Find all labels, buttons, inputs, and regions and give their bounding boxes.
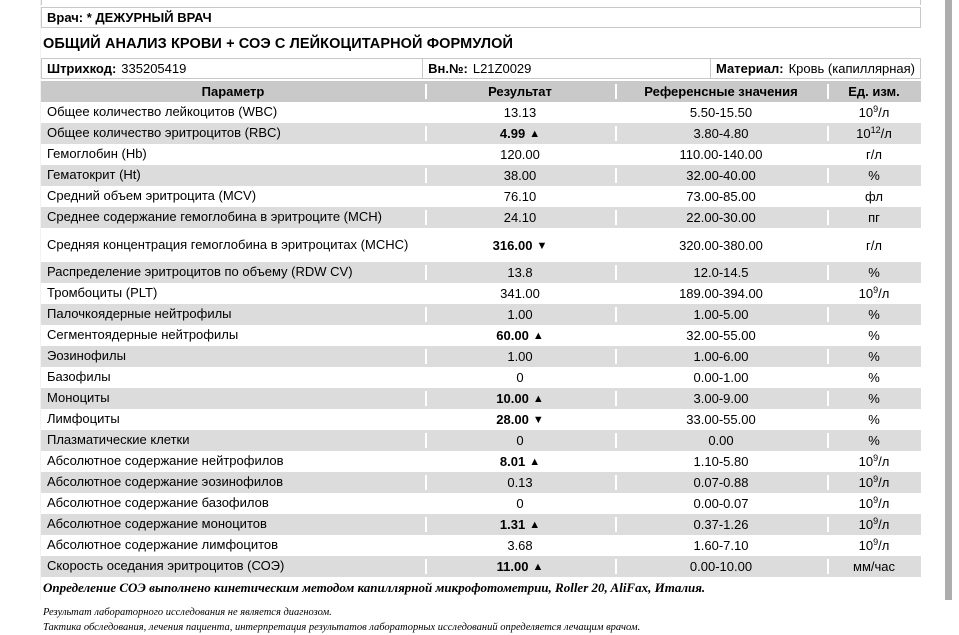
result-value: 0.13 <box>507 475 533 490</box>
cell-reference-range: 0.00-10.00 <box>615 556 827 577</box>
result-value: 8.01 <box>499 454 526 469</box>
cell-unit <box>827 493 921 514</box>
unit-base: % <box>868 391 880 406</box>
cell-parameter: Скорость оседания эритроцитов (СОЭ) <box>41 556 425 577</box>
unit-base: 10 <box>858 286 874 301</box>
cell-parameter: Распределение эритроцитов по объему (RDW CV) <box>41 262 425 283</box>
cell-result <box>425 409 615 430</box>
cell-unit <box>827 123 921 144</box>
cell-parameter: Моноциты <box>41 388 425 409</box>
result-value: 13.8 <box>507 265 533 280</box>
result-value: 60.00 <box>496 328 529 343</box>
cell-result <box>425 346 615 367</box>
cell-reference-range: 5.50-15.50 <box>615 102 827 123</box>
cell-parameter: Сегментоядерные нейтрофилы <box>41 325 425 346</box>
flag-high-arrow-icon: ▲ <box>529 128 541 140</box>
cell-unit <box>827 283 921 304</box>
material-value: Кровь (капиллярная) <box>788 61 915 76</box>
flag-high-arrow-icon: ▲ <box>529 456 541 468</box>
cell-reference-range: 0.07-0.88 <box>615 472 827 493</box>
table-row <box>41 367 921 388</box>
unit-base: г/л <box>866 237 882 253</box>
cell-unit <box>827 346 921 367</box>
disclaimer-line-1: Результат лабораторного исследования не является диагнозом. <box>43 607 332 618</box>
page-left-margin <box>0 0 41 600</box>
unit-base: % <box>868 370 880 385</box>
table-row <box>41 165 921 186</box>
cell-result <box>425 556 615 577</box>
results-table-body <box>41 102 921 577</box>
table-row <box>41 388 921 409</box>
results-header-row <box>41 81 921 102</box>
cell-result <box>425 123 615 144</box>
cell-result <box>425 388 615 409</box>
table-row <box>41 123 921 144</box>
result-value: 28.00 <box>496 412 529 427</box>
cell-parameter: Абсолютное содержание моноцитов <box>41 514 425 535</box>
cell-reference-range: 12.0-14.5 <box>615 262 827 283</box>
doctor-field-text: Врач: * ДЕЖУРНЫЙ ВРАЧ <box>47 10 212 25</box>
doctor-field <box>41 7 921 28</box>
cell-result <box>425 283 615 304</box>
result-value: 38.00 <box>503 168 537 183</box>
table-row <box>41 283 921 304</box>
results-table <box>41 81 921 577</box>
cell-unit <box>827 367 921 388</box>
cell-unit <box>827 451 921 472</box>
cell-result <box>425 165 615 186</box>
unit-exponent: 9 <box>873 516 879 526</box>
material-label: Материал: <box>716 61 784 76</box>
cell-result <box>425 451 615 472</box>
column-header-parameter: Параметр <box>41 81 425 102</box>
barcode-field <box>41 58 423 79</box>
cell-unit <box>827 556 921 577</box>
cell-reference-range: 320.00-380.00 <box>615 228 827 262</box>
cell-result <box>425 514 615 535</box>
cell-reference-range: 0.37-1.26 <box>615 514 827 535</box>
material-field <box>711 58 921 79</box>
lab-report <box>41 0 921 635</box>
cell-reference-range: 0.00 <box>615 430 827 451</box>
cell-parameter: Лимфоциты <box>41 409 425 430</box>
result-value: 4.99 <box>499 126 526 141</box>
unit-exponent: 9 <box>873 495 879 505</box>
result-value: 0 <box>516 370 524 385</box>
internal-number-field <box>423 58 711 79</box>
page-title: ОБЩИЙ АНАЛИЗ КРОВИ + СОЭ С ЛЕЙКОЦИТАРНОЙ ФОРМУЛОЙ <box>43 36 514 52</box>
table-row <box>41 472 921 493</box>
unit-base: 10 <box>858 454 874 469</box>
cell-result <box>425 367 615 388</box>
table-row <box>41 262 921 283</box>
cell-parameter: Абсолютное содержание нейтрофилов <box>41 451 425 472</box>
cell-parameter: Абсолютное содержание лимфоцитов <box>41 535 425 556</box>
flag-high-arrow-icon: ▲ <box>532 330 544 342</box>
unit-base: 10 <box>858 538 874 553</box>
result-value: 13.13 <box>503 105 537 120</box>
cell-unit <box>827 304 921 325</box>
cell-parameter: Общее количество лейкоцитов (WBC) <box>41 102 425 123</box>
unit-exponent: 9 <box>873 537 879 547</box>
unit-base: % <box>868 168 880 183</box>
unit-exponent: 12 <box>870 125 881 135</box>
cell-result <box>425 102 615 123</box>
cell-unit <box>827 409 921 430</box>
cell-parameter: Средняя концентрация гемоглобина в эритроцитах (MCHC) <box>41 228 425 262</box>
barcode-label: Штрихкод: <box>47 61 117 76</box>
cell-parameter: Тромбоциты (PLT) <box>41 283 425 304</box>
unit-base: пг <box>868 210 880 225</box>
cell-unit <box>827 472 921 493</box>
internal-number-label: Вн.№: <box>428 61 468 76</box>
table-row <box>41 304 921 325</box>
unit-base: фл <box>865 189 883 204</box>
unit-suffix: /л <box>878 454 890 469</box>
cell-reference-range: 32.00-55.00 <box>615 325 827 346</box>
cell-parameter: Общее количество эритроцитов (RBC) <box>41 123 425 144</box>
result-value: 11.00 <box>496 559 529 574</box>
unit-base: 10 <box>858 496 874 511</box>
cell-parameter: Плазматические клетки <box>41 430 425 451</box>
cell-parameter: Среднее содержание гемоглобина в эритроците (MCH) <box>41 207 425 228</box>
column-header-unit: Ед. изм. <box>827 81 921 102</box>
unit-base: 10 <box>858 475 874 490</box>
cell-result <box>425 144 615 165</box>
table-row <box>41 409 921 430</box>
table-row <box>41 535 921 556</box>
table-row <box>41 144 921 165</box>
unit-base: % <box>868 307 880 322</box>
cell-reference-range: 189.00-394.00 <box>615 283 827 304</box>
cell-reference-range: 1.60-7.10 <box>615 535 827 556</box>
cell-unit <box>827 186 921 207</box>
unit-suffix: /л <box>878 105 890 120</box>
cell-reference-range: 3.00-9.00 <box>615 388 827 409</box>
unit-base: % <box>868 349 880 364</box>
unit-base: % <box>868 412 880 427</box>
result-value: 341.00 <box>500 286 540 301</box>
table-row <box>41 325 921 346</box>
cell-result <box>425 535 615 556</box>
cell-result <box>425 325 615 346</box>
result-value: 1.00 <box>507 349 533 364</box>
flag-high-arrow-icon: ▲ <box>532 561 544 573</box>
result-value: 316.00 <box>492 237 533 253</box>
cell-result <box>425 472 615 493</box>
flag-low-arrow-icon: ▼ <box>536 239 548 252</box>
result-value: 10.00 <box>496 391 529 406</box>
cell-unit <box>827 228 921 262</box>
table-row <box>41 493 921 514</box>
cell-result <box>425 228 615 262</box>
cell-reference-range: 110.00-140.00 <box>615 144 827 165</box>
cell-unit <box>827 514 921 535</box>
unit-suffix: /л <box>878 475 890 490</box>
table-row <box>41 556 921 577</box>
cell-parameter: Гематокрит (Ht) <box>41 165 425 186</box>
cell-parameter: Абсолютное содержание эозинофилов <box>41 472 425 493</box>
clipped-field-above <box>41 0 921 5</box>
barcode-value: 335205419 <box>121 61 187 76</box>
unit-suffix: /л <box>880 126 892 141</box>
table-row <box>41 346 921 367</box>
result-value: 0 <box>516 496 524 511</box>
cell-unit <box>827 165 921 186</box>
cell-parameter: Палочкоядерные нейтрофилы <box>41 304 425 325</box>
cell-unit <box>827 144 921 165</box>
cell-result <box>425 304 615 325</box>
result-value: 3.68 <box>507 538 533 553</box>
unit-base: % <box>868 265 880 280</box>
unit-suffix: /л <box>878 538 890 553</box>
unit-base: 10 <box>858 105 874 120</box>
table-row <box>41 186 921 207</box>
internal-number-value: L21Z0029 <box>472 61 532 76</box>
vertical-scrollbar[interactable] <box>944 0 959 600</box>
cell-parameter: Эозинофилы <box>41 346 425 367</box>
unit-exponent: 9 <box>873 453 879 463</box>
result-value: 120.00 <box>500 147 540 162</box>
cell-result <box>425 493 615 514</box>
disclaimer-line-2: Тактика обследования, лечения пациента, интерпретация результатов лабораторных исследований определяется лечащим врачом. <box>43 622 641 634</box>
cell-unit <box>827 102 921 123</box>
cell-unit <box>827 430 921 451</box>
result-value: 1.31 <box>499 517 526 532</box>
cell-reference-range: 1.00-5.00 <box>615 304 827 325</box>
result-value: 24.10 <box>503 210 537 225</box>
column-header-result: Результат <box>425 81 615 102</box>
cell-unit <box>827 535 921 556</box>
cell-result <box>425 207 615 228</box>
unit-base: % <box>868 328 880 343</box>
unit-base: мм/час <box>853 559 895 574</box>
cell-unit <box>827 388 921 409</box>
unit-exponent: 9 <box>873 474 879 484</box>
cell-reference-range: 0.00-1.00 <box>615 367 827 388</box>
unit-exponent: 9 <box>873 104 879 114</box>
results-table-head <box>41 81 921 102</box>
unit-base: % <box>868 433 880 448</box>
cell-parameter: Средний объем эритроцита (MCV) <box>41 186 425 207</box>
result-value: 0 <box>516 433 524 448</box>
cell-reference-range: 1.10-5.80 <box>615 451 827 472</box>
cell-unit <box>827 262 921 283</box>
table-row <box>41 228 921 262</box>
result-value: 76.10 <box>503 189 537 204</box>
cell-reference-range: 33.00-55.00 <box>615 409 827 430</box>
specimen-meta-strip <box>41 58 921 79</box>
unit-suffix: /л <box>878 286 890 301</box>
method-note: Определение СОЭ выполнено кинетическим методом капиллярной микрофотометрии, Roller 20, AliFax, Италия. <box>43 580 706 595</box>
cell-result <box>425 186 615 207</box>
table-row <box>41 102 921 123</box>
cell-reference-range: 0.00-0.07 <box>615 493 827 514</box>
cell-unit <box>827 207 921 228</box>
unit-base: 10 <box>856 126 871 141</box>
unit-base: 10 <box>858 517 874 532</box>
unit-suffix: /л <box>878 517 890 532</box>
flag-high-arrow-icon: ▲ <box>529 519 541 531</box>
cell-reference-range: 1.00-6.00 <box>615 346 827 367</box>
unit-suffix: /л <box>878 496 890 511</box>
cell-parameter: Гемоглобин (Hb) <box>41 144 425 165</box>
scrollbar-thumb[interactable] <box>945 0 952 600</box>
table-row <box>41 514 921 535</box>
cell-result <box>425 262 615 283</box>
cell-reference-range: 22.00-30.00 <box>615 207 827 228</box>
cell-reference-range: 32.00-40.00 <box>615 165 827 186</box>
unit-exponent: 9 <box>873 285 879 295</box>
table-row <box>41 430 921 451</box>
flag-high-arrow-icon: ▲ <box>532 393 544 405</box>
result-value: 1.00 <box>507 307 533 322</box>
cell-result <box>425 430 615 451</box>
cell-parameter: Абсолютное содержание базофилов <box>41 493 425 514</box>
unit-base: г/л <box>866 147 882 162</box>
cell-reference-range: 3.80-4.80 <box>615 123 827 144</box>
cell-unit <box>827 325 921 346</box>
flag-low-arrow-icon: ▼ <box>532 414 544 426</box>
cell-reference-range: 73.00-85.00 <box>615 186 827 207</box>
table-row <box>41 207 921 228</box>
table-row <box>41 451 921 472</box>
column-header-reference: Референсные значения <box>615 81 827 102</box>
cell-parameter: Базофилы <box>41 367 425 388</box>
